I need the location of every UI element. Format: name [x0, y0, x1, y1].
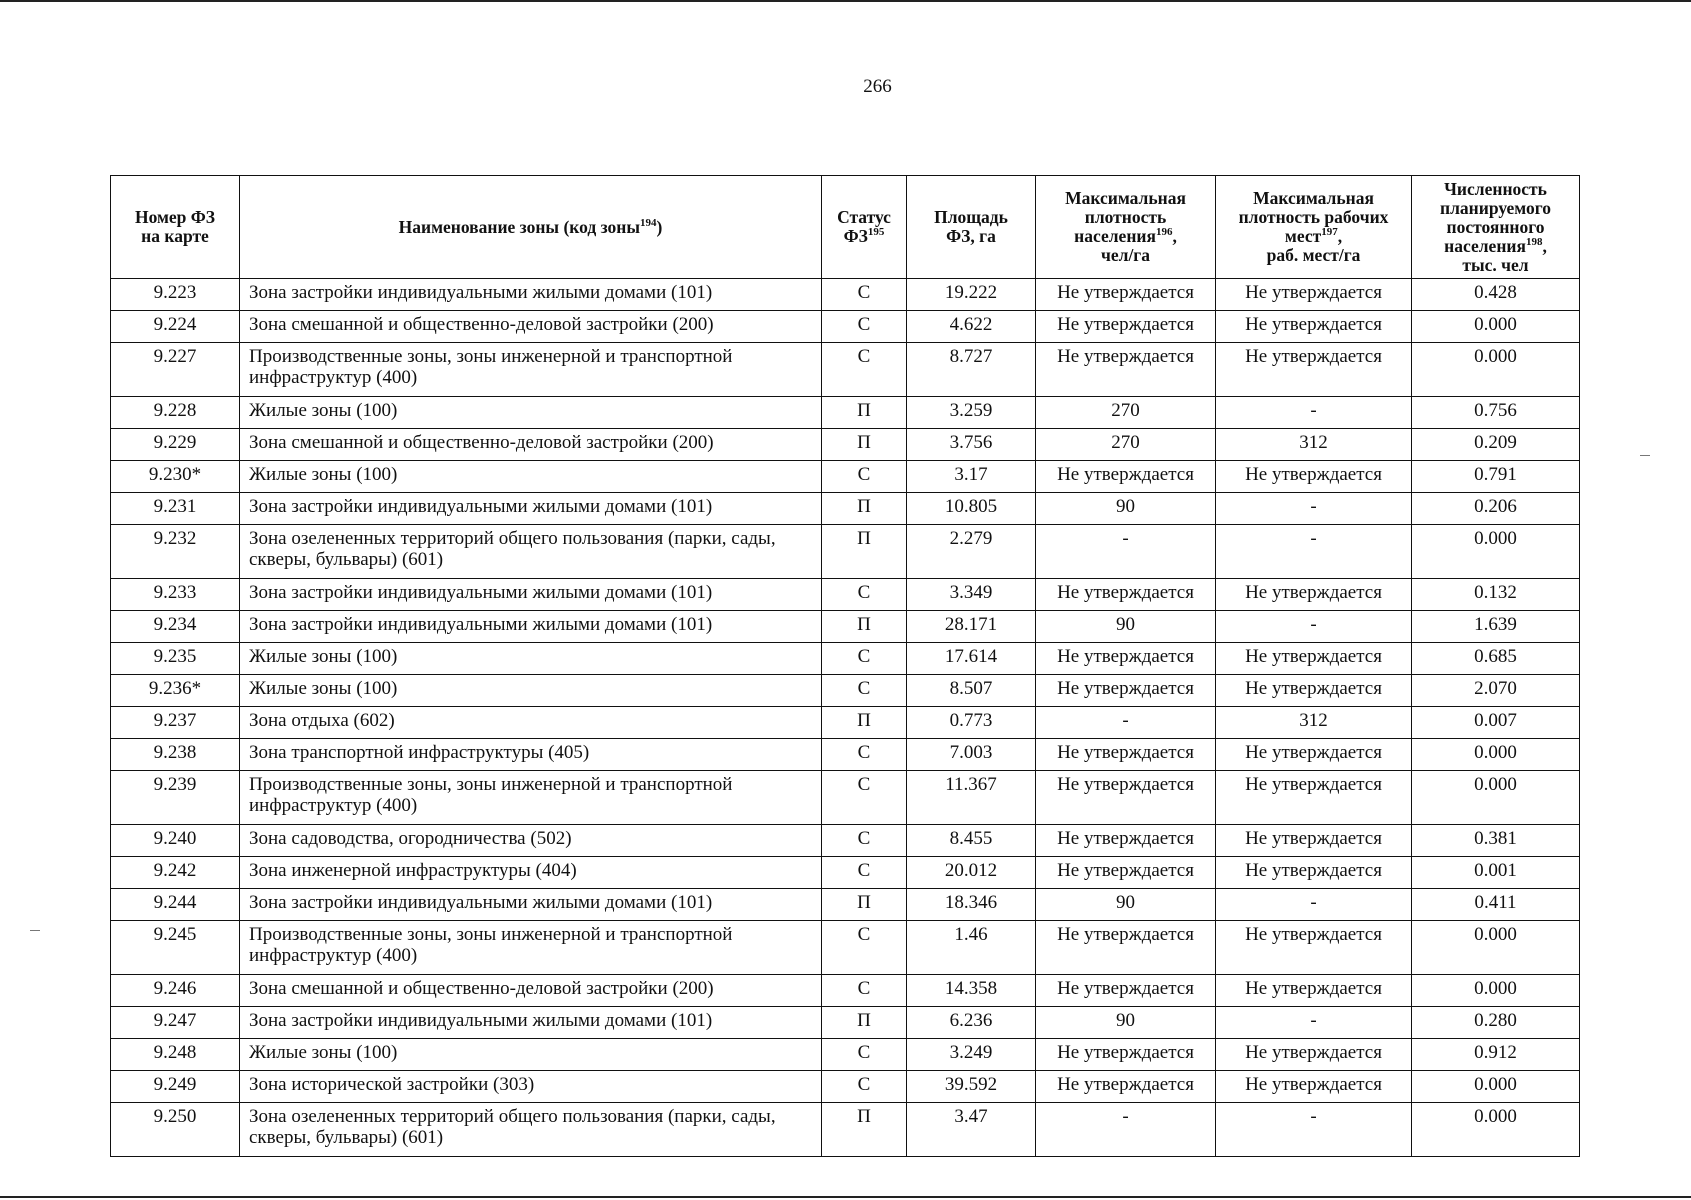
cell-area: 6.236: [907, 1007, 1036, 1039]
cell-area: 3.756: [907, 429, 1036, 461]
cell-area: 39.592: [907, 1071, 1036, 1103]
cell-area: 2.279: [907, 525, 1036, 579]
cell-population-density: Не утверждается: [1036, 279, 1216, 311]
cell-zone-number: 9.232: [111, 525, 240, 579]
cell-population-density: Не утверждается: [1036, 643, 1216, 675]
cell-jobs-density: Не утверждается: [1216, 1039, 1412, 1071]
page-number: 266: [863, 76, 892, 97]
cell-jobs-density: Не утверждается: [1216, 771, 1412, 825]
cell-zone-name: Жилые зоны (100): [240, 397, 822, 429]
cell-status: С: [822, 343, 907, 397]
header-planned-population: Численность планируемого постоянного населения$^{198}$, тыс. чел: [1412, 176, 1580, 279]
cell-zone-name: Жилые зоны (100): [240, 1039, 822, 1071]
cell-planned-population: 0.206: [1412, 493, 1580, 525]
table-row: [111, 1071, 1580, 1103]
table-row: [111, 311, 1580, 343]
table-header-row: [111, 176, 1580, 279]
cell-jobs-density: -: [1216, 397, 1412, 429]
table-row: [111, 707, 1580, 739]
cell-zone-number: 9.240: [111, 825, 240, 857]
cell-zone-number: 9.238: [111, 739, 240, 771]
cell-population-density: Не утверждается: [1036, 579, 1216, 611]
cell-zone-number: 9.228: [111, 397, 240, 429]
cell-zone-number: 9.223: [111, 279, 240, 311]
cell-area: 8.727: [907, 343, 1036, 397]
cell-population-density: -: [1036, 525, 1216, 579]
cell-population-density: Не утверждается: [1036, 975, 1216, 1007]
cell-area: 3.349: [907, 579, 1036, 611]
cell-zone-name: Зона транспортной инфраструктуры (405): [240, 739, 822, 771]
cell-zone-number: 9.230*: [111, 461, 240, 493]
cell-area: 20.012: [907, 857, 1036, 889]
cell-status: П: [822, 707, 907, 739]
cell-planned-population: 0.280: [1412, 1007, 1580, 1039]
table-row: [111, 857, 1580, 889]
cell-jobs-density: -: [1216, 493, 1412, 525]
cell-area: 18.346: [907, 889, 1036, 921]
table-row: [111, 579, 1580, 611]
table-row: [111, 675, 1580, 707]
cell-status: С: [822, 461, 907, 493]
cell-jobs-density: -: [1216, 525, 1412, 579]
margin-mark: [30, 930, 40, 931]
cell-jobs-density: Не утверждается: [1216, 675, 1412, 707]
cell-jobs-density: Не утверждается: [1216, 739, 1412, 771]
table-row: [111, 1007, 1580, 1039]
cell-zone-name: Зона застройки индивидуальными жилыми домами (101): [240, 579, 822, 611]
cell-area: 1.46: [907, 921, 1036, 975]
table-row: [111, 279, 1580, 311]
bottom-edge-rule: [0, 1196, 1691, 1198]
cell-area: 0.773: [907, 707, 1036, 739]
cell-population-density: Не утверждается: [1036, 857, 1216, 889]
table-row: [111, 525, 1580, 579]
cell-planned-population: 0.132: [1412, 579, 1580, 611]
cell-planned-population: 0.007: [1412, 707, 1580, 739]
cell-zone-name: Жилые зоны (100): [240, 461, 822, 493]
cell-status: С: [822, 579, 907, 611]
cell-status: П: [822, 397, 907, 429]
cell-planned-population: 1.639: [1412, 611, 1580, 643]
table-row: [111, 343, 1580, 397]
cell-area: 17.614: [907, 643, 1036, 675]
cell-zone-name: Зона смешанной и общественно-деловой застройки (200): [240, 311, 822, 343]
cell-zone-number: 9.233: [111, 579, 240, 611]
cell-population-density: 90: [1036, 889, 1216, 921]
top-edge-rule: [0, 0, 1691, 2]
cell-zone-name: Производственные зоны, зоны инженерной и транспортной инфраструктур (400): [240, 921, 822, 975]
cell-status: П: [822, 429, 907, 461]
cell-jobs-density: -: [1216, 611, 1412, 643]
table-row: [111, 825, 1580, 857]
cell-planned-population: 0.411: [1412, 889, 1580, 921]
cell-zone-number: 9.236*: [111, 675, 240, 707]
table-row: [111, 397, 1580, 429]
cell-zone-number: 9.234: [111, 611, 240, 643]
cell-zone-number: 9.239: [111, 771, 240, 825]
cell-zone-name: Зона застройки индивидуальными жилыми домами (101): [240, 493, 822, 525]
cell-population-density: Не утверждается: [1036, 739, 1216, 771]
cell-planned-population: 0.000: [1412, 739, 1580, 771]
cell-zone-number: 9.237: [111, 707, 240, 739]
cell-population-density: 270: [1036, 397, 1216, 429]
header-zone-number: Номер ФЗ на карте: [111, 176, 240, 279]
cell-zone-number: 9.247: [111, 1007, 240, 1039]
cell-zone-name: Жилые зоны (100): [240, 643, 822, 675]
cell-status: П: [822, 1103, 907, 1157]
cell-planned-population: 0.381: [1412, 825, 1580, 857]
cell-zone-number: 9.244: [111, 889, 240, 921]
cell-area: 4.622: [907, 311, 1036, 343]
header-population-density: Максимальная плотность населения$^{196}$, чел/га: [1036, 176, 1216, 279]
cell-zone-name: Производственные зоны, зоны инженерной и транспортной инфраструктур (400): [240, 771, 822, 825]
cell-population-density: -: [1036, 1103, 1216, 1157]
table-row: [111, 643, 1580, 675]
cell-zone-number: 9.246: [111, 975, 240, 1007]
cell-jobs-density: Не утверждается: [1216, 857, 1412, 889]
cell-area: 8.507: [907, 675, 1036, 707]
cell-planned-population: 0.000: [1412, 921, 1580, 975]
cell-zone-name: Зона озелененных территорий общего пользования (парки, сады, скверы, бульвары) (601): [240, 1103, 822, 1157]
cell-planned-population: 0.000: [1412, 343, 1580, 397]
table-row: [111, 1103, 1580, 1157]
cell-jobs-density: Не утверждается: [1216, 461, 1412, 493]
cell-zone-number: 9.235: [111, 643, 240, 675]
cell-jobs-density: Не утверждается: [1216, 343, 1412, 397]
cell-population-density: Не утверждается: [1036, 461, 1216, 493]
cell-zone-number: 9.249: [111, 1071, 240, 1103]
table-row: [111, 429, 1580, 461]
cell-zone-name: Зона садоводства, огородничества (502): [240, 825, 822, 857]
cell-zone-number: 9.242: [111, 857, 240, 889]
cell-jobs-density: Не утверждается: [1216, 825, 1412, 857]
cell-population-density: Не утверждается: [1036, 825, 1216, 857]
cell-zone-name: Зона смешанной и общественно-деловой застройки (200): [240, 429, 822, 461]
margin-mark: [1640, 455, 1650, 456]
cell-area: 8.455: [907, 825, 1036, 857]
cell-planned-population: 0.756: [1412, 397, 1580, 429]
cell-zone-name: Зона отдыха (602): [240, 707, 822, 739]
cell-area: 10.805: [907, 493, 1036, 525]
table-row: [111, 611, 1580, 643]
table-row: [111, 1039, 1580, 1071]
cell-planned-population: 0.000: [1412, 311, 1580, 343]
cell-planned-population: 2.070: [1412, 675, 1580, 707]
cell-zone-number: 9.231: [111, 493, 240, 525]
cell-area: 28.171: [907, 611, 1036, 643]
cell-status: С: [822, 825, 907, 857]
cell-planned-population: 0.912: [1412, 1039, 1580, 1071]
cell-status: П: [822, 525, 907, 579]
cell-area: 7.003: [907, 739, 1036, 771]
cell-zone-name: Зона смешанной и общественно-деловой застройки (200): [240, 975, 822, 1007]
cell-status: С: [822, 771, 907, 825]
cell-zone-name: Зона инженерной инфраструктуры (404): [240, 857, 822, 889]
cell-jobs-density: -: [1216, 1007, 1412, 1039]
cell-population-density: Не утверждается: [1036, 921, 1216, 975]
cell-population-density: Не утверждается: [1036, 1071, 1216, 1103]
cell-zone-name: Зона застройки индивидуальными жилыми домами (101): [240, 279, 822, 311]
table-row: [111, 739, 1580, 771]
cell-zone-number: 9.227: [111, 343, 240, 397]
cell-status: С: [822, 279, 907, 311]
cell-status: П: [822, 493, 907, 525]
cell-jobs-density: Не утверждается: [1216, 1071, 1412, 1103]
cell-population-density: 90: [1036, 1007, 1216, 1039]
cell-jobs-density: Не утверждается: [1216, 975, 1412, 1007]
cell-planned-population: 0.428: [1412, 279, 1580, 311]
cell-status: С: [822, 1039, 907, 1071]
table-row: [111, 889, 1580, 921]
table-row: [111, 493, 1580, 525]
cell-zone-name: Зона застройки индивидуальными жилыми домами (101): [240, 1007, 822, 1039]
cell-planned-population: 0.685: [1412, 643, 1580, 675]
header-status: Статус ФЗ$^{195}$: [822, 176, 907, 279]
cell-zone-number: 9.245: [111, 921, 240, 975]
cell-population-density: 270: [1036, 429, 1216, 461]
cell-population-density: Не утверждается: [1036, 1039, 1216, 1071]
cell-zone-number: 9.250: [111, 1103, 240, 1157]
cell-zone-number: 9.248: [111, 1039, 240, 1071]
cell-population-density: 90: [1036, 493, 1216, 525]
cell-status: С: [822, 1071, 907, 1103]
cell-area: 11.367: [907, 771, 1036, 825]
cell-zone-number: 9.229: [111, 429, 240, 461]
cell-area: 3.17: [907, 461, 1036, 493]
header-area: Площадь ФЗ, га: [907, 176, 1036, 279]
cell-planned-population: 0.000: [1412, 525, 1580, 579]
cell-jobs-density: 312: [1216, 429, 1412, 461]
cell-jobs-density: Не утверждается: [1216, 279, 1412, 311]
cell-population-density: Не утверждается: [1036, 771, 1216, 825]
cell-jobs-density: -: [1216, 1103, 1412, 1157]
cell-zone-number: 9.224: [111, 311, 240, 343]
cell-population-density: Не утверждается: [1036, 311, 1216, 343]
cell-status: С: [822, 675, 907, 707]
cell-population-density: 90: [1036, 611, 1216, 643]
cell-jobs-density: Не утверждается: [1216, 643, 1412, 675]
cell-status: П: [822, 889, 907, 921]
table-row: [111, 771, 1580, 825]
cell-area: 14.358: [907, 975, 1036, 1007]
cell-zone-name: Зона застройки индивидуальными жилыми домами (101): [240, 889, 822, 921]
cell-planned-population: 0.000: [1412, 1071, 1580, 1103]
cell-planned-population: 0.000: [1412, 975, 1580, 1007]
cell-jobs-density: 312: [1216, 707, 1412, 739]
cell-jobs-density: -: [1216, 889, 1412, 921]
table-row: [111, 921, 1580, 975]
header-zone-name: Наименование зоны (код зоны$^{194}$): [240, 176, 822, 279]
cell-population-density: -: [1036, 707, 1216, 739]
cell-zone-name: Зона исторической застройки (303): [240, 1071, 822, 1103]
cell-jobs-density: Не утверждается: [1216, 311, 1412, 343]
cell-planned-population: 0.001: [1412, 857, 1580, 889]
cell-population-density: Не утверждается: [1036, 343, 1216, 397]
cell-status: С: [822, 975, 907, 1007]
cell-jobs-density: Не утверждается: [1216, 579, 1412, 611]
cell-area: 3.259: [907, 397, 1036, 429]
table-row: [111, 975, 1580, 1007]
cell-planned-population: 0.000: [1412, 771, 1580, 825]
cell-status: С: [822, 311, 907, 343]
cell-zone-name: Жилые зоны (100): [240, 675, 822, 707]
cell-planned-population: 0.000: [1412, 1103, 1580, 1157]
cell-area: 19.222: [907, 279, 1036, 311]
cell-status: П: [822, 1007, 907, 1039]
cell-status: С: [822, 643, 907, 675]
header-jobs-density: Максимальная плотность рабочих мест$^{197}$, раб. мест/га: [1216, 176, 1412, 279]
cell-status: С: [822, 857, 907, 889]
cell-status: П: [822, 611, 907, 643]
cell-area: 3.47: [907, 1103, 1036, 1157]
cell-status: С: [822, 739, 907, 771]
cell-status: С: [822, 921, 907, 975]
table-row: [111, 461, 1580, 493]
cell-area: 3.249: [907, 1039, 1036, 1071]
cell-population-density: Не утверждается: [1036, 675, 1216, 707]
cell-jobs-density: Не утверждается: [1216, 921, 1412, 975]
cell-zone-name: Зона застройки индивидуальными жилыми домами (101): [240, 611, 822, 643]
cell-zone-name: Зона озелененных территорий общего пользования (парки, сады, скверы, бульвары) (601): [240, 525, 822, 579]
zones-table: [110, 175, 1580, 1157]
cell-planned-population: 0.791: [1412, 461, 1580, 493]
cell-zone-name: Производственные зоны, зоны инженерной и транспортной инфраструктур (400): [240, 343, 822, 397]
cell-planned-population: 0.209: [1412, 429, 1580, 461]
